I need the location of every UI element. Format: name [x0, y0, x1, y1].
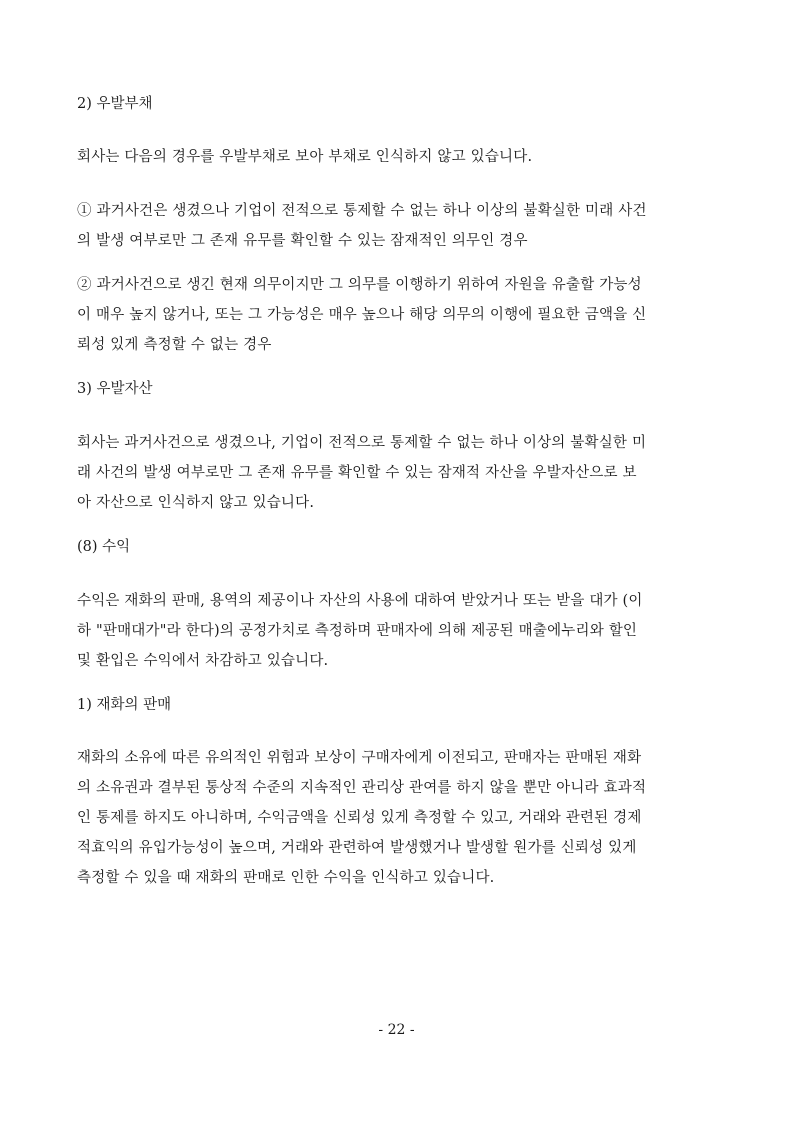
- page-number: - 22 -: [378, 1022, 415, 1038]
- heading-contingent-assets: 3) 우발자산: [77, 381, 153, 397]
- text-line: 회사는 과거사건으로 생겼으나, 기업이 전적으로 통제할 수 없는 하나 이상의 불확실한 미: [77, 435, 647, 451]
- heading-contingent-liabilities: 2) 우발부채: [77, 96, 153, 112]
- paragraph-contingent-liabilities-item2: [77, 270, 717, 360]
- text-line: 뢰성 있게 측정할 수 없는 경우: [77, 337, 272, 353]
- text-line: ① 과거사건은 생겼으나 기업이 전적으로 통제할 수 없는 하나 이상의 불확실한 미래 사건: [77, 203, 647, 219]
- text-line: 의 발생 여부로만 그 존재 유무를 확인할 수 있는 잠재적인 의무인 경우: [77, 233, 528, 249]
- text-line: 측정할 수 있을 때 재화의 판매로 인한 수익을 인식하고 있습니다.: [77, 870, 495, 886]
- heading-sale-of-goods: 1) 재화의 판매: [77, 697, 172, 713]
- text-line: 적효익의 유입가능성이 높으며, 거래와 관련하여 발생했거나 발생할 원가를 신뢰성 있게: [77, 840, 637, 856]
- text-line: 아 자산으로 인식하지 않고 있습니다.: [77, 495, 315, 511]
- paragraph-contingent-liabilities-item1: [77, 196, 717, 256]
- text-line: 및 환입은 수익에서 차감하고 있습니다.: [77, 653, 329, 669]
- heading-revenue: (8) 수익: [77, 539, 131, 555]
- paragraph-contingent-liabilities-intro: [77, 142, 717, 172]
- text-line: 인 통제를 하지도 아니하며, 수익금액을 신뢰성 있게 측정할 수 있고, 거래와 관련된 경제: [77, 810, 642, 826]
- text-line: 수익은 재화의 판매, 용역의 제공이나 자산의 사용에 대하여 받았거나 또는 받을 대가 (이: [77, 593, 643, 609]
- text-line: ② 과거사건으로 생긴 현재 의무이지만 그 의무를 이행하기 위하여 자원을 유출할 가능성: [77, 277, 642, 293]
- paragraph-sale-of-goods: [77, 743, 717, 893]
- text-line: 이 매우 높지 않거나, 또는 그 가능성은 매우 높으나 해당 의무의 이행에 필요한 금액을 신: [77, 307, 647, 323]
- text-line: 래 사건의 발생 여부로만 그 존재 유무를 확인할 수 있는 잠재적 자산을 우발자산으로 보: [77, 465, 637, 481]
- paragraph-revenue: [77, 586, 717, 676]
- text-line: 하 "판매대가"라 한다)의 공정가치로 측정하며 판매자에 의해 제공된 매출에누리와 할인: [77, 623, 638, 639]
- text-line: 회사는 다음의 경우를 우발부채로 보아 부채로 인식하지 않고 있습니다.: [77, 149, 533, 165]
- text-line: 의 소유권과 결부된 통상적 수준의 지속적인 관리상 관여를 하지 않을 뿐만 아니라 효과적: [77, 780, 647, 796]
- text-line: 재화의 소유에 따른 유의적인 위험과 보상이 구매자에게 이전되고, 판매자는 판매된 재화: [77, 750, 642, 766]
- paragraph-contingent-assets: [77, 428, 717, 518]
